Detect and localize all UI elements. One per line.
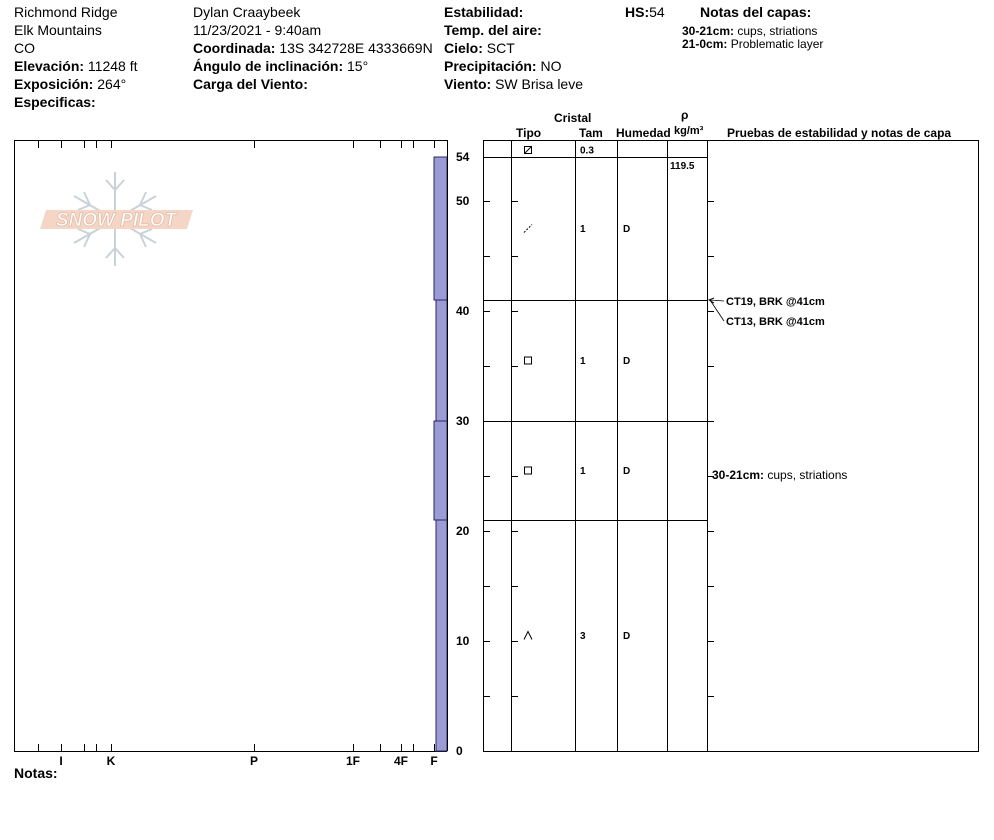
depth-tick-label: 50 xyxy=(456,194,470,208)
moisture-header: Humedad xyxy=(616,126,671,140)
datetime: 11/23/2021 - 9:40am xyxy=(193,22,322,38)
depth-tick-label: 54 xyxy=(456,150,470,164)
density-unit-header: kg/m³ xyxy=(674,125,704,137)
hs-value: 54 xyxy=(649,4,665,20)
stability-test-label: CT19, BRK @41cm xyxy=(726,296,825,308)
grain-type-faceted-icon xyxy=(525,357,532,364)
layer-note-1-range: 30-21cm: xyxy=(682,24,735,38)
elevation-value: 11248 ft xyxy=(87,58,138,74)
slope-label: Ángulo de inclinación: xyxy=(193,58,344,74)
moisture-value: D xyxy=(623,631,631,642)
mountain-range: Elk Mountains xyxy=(14,22,102,38)
rho-header: ρ xyxy=(681,108,689,122)
layer-comment xyxy=(712,468,847,482)
grain-size: 1 xyxy=(580,224,586,235)
grain-size: 1 xyxy=(580,466,586,477)
hardness-tick-label: 1F xyxy=(345,754,361,768)
hardness-plot-frame xyxy=(14,140,447,752)
state: CO xyxy=(14,40,35,56)
hardness-bar xyxy=(434,157,447,300)
aspect-value: 264° xyxy=(97,76,127,92)
grain-type-surface-hoar-icon xyxy=(525,147,532,154)
moisture-value: D xyxy=(623,224,631,235)
layer-note-2-text: Problematic layer xyxy=(730,37,824,51)
grain-size: 0.3 xyxy=(580,145,594,157)
depth-tick-label: 20 xyxy=(456,524,470,538)
hardness-tick-label: K xyxy=(106,754,116,768)
stability-test-label: CT13, BRK @41cm xyxy=(726,316,825,328)
moisture-value: D xyxy=(623,466,631,477)
layer-notes-title: Notas del capas: xyxy=(700,4,812,20)
grain-size: 3 xyxy=(580,631,586,642)
snow-pilot-logo xyxy=(40,172,193,266)
layer-comment-text: cups, striations xyxy=(764,468,848,482)
hardness-tick-label: F xyxy=(430,754,438,768)
depth-tick-label: 30 xyxy=(456,414,470,428)
grain-type-decomposing-icon xyxy=(524,225,532,233)
depth-tick-label: 40 xyxy=(456,304,470,318)
depth-tick-label: 0 xyxy=(456,744,463,758)
hardness-tick-label: I xyxy=(59,754,63,768)
grain-type-faceted-icon xyxy=(525,467,532,474)
location: Richmond Ridge xyxy=(14,4,118,20)
hardness-tick-label: P xyxy=(249,754,259,768)
crystal-header: Cristal xyxy=(554,111,592,125)
grain-size: 1 xyxy=(580,356,586,367)
hardness-bar xyxy=(436,520,447,751)
aspect-label: Exposición: xyxy=(14,76,94,92)
specifics-label: Especificas: xyxy=(14,94,96,110)
hs-label: HS: xyxy=(625,4,650,20)
test-arrow xyxy=(710,300,724,301)
stability-label: Estabilidad: xyxy=(444,4,524,20)
wind-label: Viento: xyxy=(444,76,492,92)
tests-header: Pruebas de estabilidad y notas de capa xyxy=(727,126,952,140)
type-header: Tipo xyxy=(516,126,542,140)
test-arrow xyxy=(710,300,724,321)
precip-label: Precipitación: xyxy=(444,58,537,74)
size-header: Tam xyxy=(579,126,603,140)
logo-text: SNOW PILOT xyxy=(55,210,177,231)
coordinate-label: Coordinada: xyxy=(193,40,276,56)
grain-type-depth-hoar-icon xyxy=(524,632,532,640)
wind-value: SW Brisa leve xyxy=(495,76,584,92)
hardness-bar xyxy=(436,300,447,421)
layer-comment-range: 30-21cm: xyxy=(712,468,765,482)
coordinate-value: 13S 342728E 4333669N xyxy=(279,40,433,56)
moisture-value: D xyxy=(623,356,631,367)
layer-table xyxy=(484,140,979,752)
depth-tick-label: 10 xyxy=(456,634,470,648)
hardness-tick-label: 4F xyxy=(393,754,409,768)
density-value: 119.5 xyxy=(670,161,695,172)
elevation-label: Elevación: xyxy=(14,58,85,74)
slope-value: 15° xyxy=(347,58,369,74)
sky-value: SCT xyxy=(486,40,515,56)
precip-value: NO xyxy=(540,58,562,74)
wind-load-label: Carga del Viento: xyxy=(193,76,308,92)
hardness-bar xyxy=(434,421,447,520)
layer-note-2-range: 21-0cm: xyxy=(682,37,728,51)
air-temp-label: Temp. del aire: xyxy=(444,22,542,38)
observer: Dylan Craaybeek xyxy=(193,4,301,20)
layer-note-1-text: cups, striations xyxy=(737,24,818,38)
notes-label: Notas: xyxy=(14,765,58,781)
sky-label: Cielo: xyxy=(444,40,483,56)
